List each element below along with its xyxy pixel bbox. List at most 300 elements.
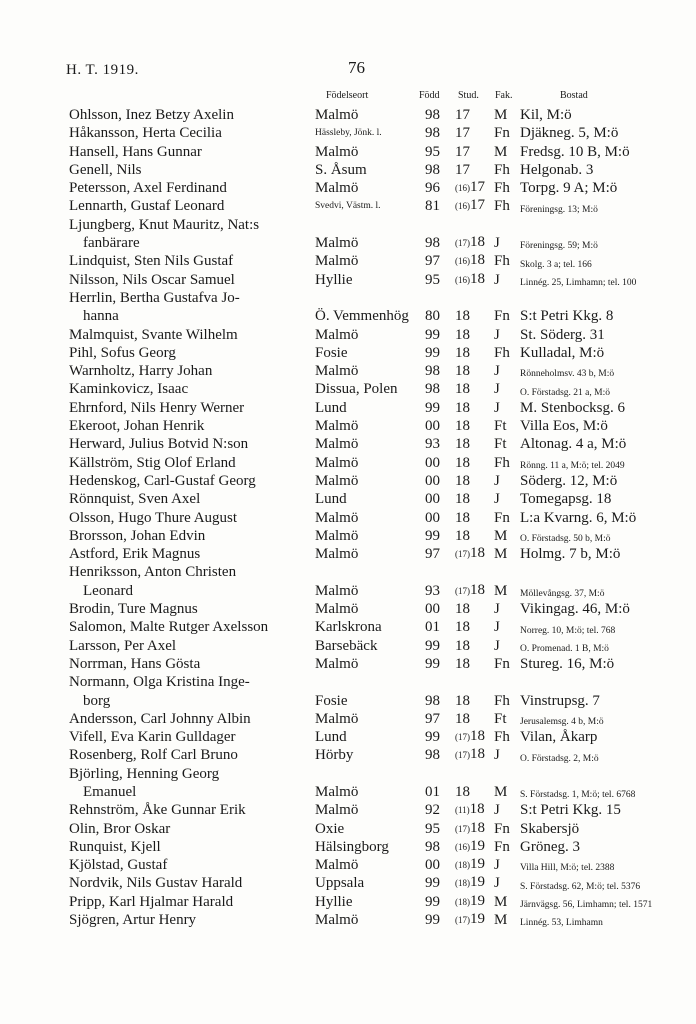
entry-name	[69, 380, 309, 398]
entry-name	[69, 472, 309, 490]
entry-birthplace: Malmö	[315, 582, 359, 599]
entry-birthplace: Ö. Vemmenhög	[315, 308, 409, 325]
entry-faculty: J	[494, 472, 500, 489]
entry-address: S:t Petri Kkg. 15	[520, 802, 621, 819]
entry-faculty: Fh	[494, 161, 510, 178]
entry-study-year	[455, 783, 493, 801]
entry-study-year	[455, 837, 493, 856]
entry-semester: 18	[455, 637, 470, 654]
entry-born-year: 95	[425, 271, 440, 288]
entry-name	[69, 509, 309, 527]
entry-semester: 18	[455, 399, 470, 416]
register-entry	[0, 326, 696, 344]
register-entry	[0, 856, 696, 874]
entry-birthplace: Malmö	[315, 802, 359, 819]
entry-prior-year: (17)	[455, 750, 470, 761]
entry-faculty: J	[494, 326, 500, 343]
entry-birthplace: Dissua, Polen	[315, 381, 398, 398]
entry-faculty: M	[494, 582, 508, 599]
entry-semester: 18	[455, 363, 470, 380]
entry-born-year: 96	[425, 180, 440, 197]
entry-study-year	[455, 618, 493, 636]
entry-study-year	[455, 892, 493, 911]
entry-birthplace: Lund	[315, 729, 347, 746]
entry-prior-year: (16)	[455, 256, 470, 267]
entry-name	[69, 746, 309, 764]
register-entry	[0, 527, 696, 545]
register-entry	[0, 655, 696, 673]
entry-semester: 17	[455, 125, 470, 142]
entry-faculty: Fn	[494, 125, 510, 142]
entry-study-year	[455, 270, 493, 289]
entry-address: Djäkneg. 5, M:ö	[520, 125, 619, 142]
entry-name-line: Källström, Stig Olof Erland	[69, 454, 236, 471]
register-entry	[0, 435, 696, 453]
entry-prior-year: (17)	[455, 585, 470, 596]
entry-born-year: 00	[425, 601, 440, 618]
entry-name-line: Kaminkovicz, Isaac	[69, 381, 189, 398]
entry-name	[69, 179, 309, 197]
entry-born-year: 92	[425, 802, 440, 819]
entry-address: Rönneholmsv. 43 b, M:ö	[520, 369, 615, 380]
entry-born-year: 00	[425, 472, 440, 489]
register-entry	[0, 600, 696, 618]
entry-birthplace: Malmö	[315, 418, 359, 435]
entry-semester: 18	[470, 234, 485, 251]
entry-study-year	[455, 380, 493, 398]
entry-name-line: Ohlsson, Inez Betzy Axelin	[69, 107, 234, 123]
entry-faculty: M	[494, 783, 508, 800]
entry-born-year: 97	[425, 546, 440, 563]
entry-name-line: Andersson, Carl Johnny Albin	[69, 710, 251, 727]
entry-prior-year: (17)	[455, 732, 470, 743]
entry-semester: 18	[455, 472, 470, 489]
entry-semester: 18	[455, 527, 470, 544]
entry-birthplace: Malmö	[315, 710, 359, 727]
entry-faculty: M	[494, 893, 508, 910]
register-entry	[0, 911, 696, 929]
register-entry	[0, 618, 696, 636]
entry-name	[69, 820, 309, 838]
entry-study-year	[455, 399, 493, 417]
entry-semester: 18	[455, 491, 470, 508]
entry-address: Vinstrupsg. 7	[520, 692, 600, 709]
entry-birthplace: Malmö	[315, 655, 359, 672]
entry-name-line: Nordvik, Nils Gustav Harald	[69, 875, 243, 892]
entry-name	[69, 362, 309, 380]
entry-born-year: 98	[425, 381, 440, 398]
entry-faculty: Fn	[494, 509, 510, 526]
entry-name-line: Herrlin, Bertha Gustafva Jo-	[69, 289, 240, 306]
entry-semester: 18	[455, 601, 470, 618]
entry-semester: 17	[455, 143, 470, 160]
entry-address: Stureg. 16, M:ö	[520, 655, 615, 672]
entry-birthplace: Malmö	[315, 509, 359, 526]
column-header-addr: Bostad	[560, 90, 588, 101]
entry-birthplace: Malmö	[315, 180, 359, 197]
entry-birthplace: Malmö	[315, 363, 359, 380]
entry-address: Torpg. 9 A; M:ö	[520, 180, 618, 197]
entry-birthplace: Hälsingborg	[315, 838, 389, 855]
entry-address: Skolg. 3 a; tel. 166	[520, 259, 592, 270]
register-entry	[0, 710, 696, 728]
entry-faculty: J	[494, 802, 500, 819]
register-entry	[0, 454, 696, 472]
entry-birthplace: Svedvi, Västm. l.	[315, 201, 381, 212]
entry-faculty: Fn	[494, 655, 510, 672]
entry-name	[69, 563, 309, 600]
entry-study-year	[455, 161, 493, 179]
entry-faculty: J	[494, 363, 500, 380]
register-entry	[0, 179, 696, 197]
entry-name	[69, 197, 309, 215]
entry-name-line: Olin, Bror Oskar	[69, 820, 171, 837]
entry-address: Villa Eos, M:ö	[520, 418, 608, 435]
entry-name-line: Runquist, Kjell	[69, 838, 161, 855]
entry-prior-year: (18)	[455, 896, 470, 907]
entry-semester: 18	[455, 381, 470, 398]
entry-name	[69, 765, 309, 802]
entry-address: Ö. Förstadsg. 50 b, M:ö	[520, 534, 611, 545]
entry-faculty: Ft	[494, 418, 507, 435]
entry-address: Holmg. 7 b, M:ö	[520, 546, 621, 563]
entry-address: L:a Kvarng. 6, M:ö	[520, 509, 637, 526]
entry-birthplace: S. Åsum	[315, 161, 367, 178]
entry-address: Möllevångsg. 37, M:ö	[520, 589, 605, 600]
entry-birthplace: Malmö	[315, 527, 359, 544]
entry-address: Skabersjö	[520, 820, 580, 837]
register-entry	[0, 161, 696, 179]
entry-faculty: Fh	[494, 198, 510, 215]
entry-name	[69, 289, 309, 326]
entry-study-year	[455, 472, 493, 490]
entry-name-line: Malmquist, Svante Wilhelm	[69, 326, 238, 343]
register-entry	[0, 417, 696, 435]
entry-birthplace: Malmö	[315, 326, 359, 343]
entry-faculty: Fh	[494, 253, 510, 270]
entry-study-year	[455, 143, 493, 161]
entry-prior-year: (18)	[455, 878, 470, 889]
entry-name	[69, 143, 309, 161]
entry-birthplace: Fosie	[315, 344, 348, 361]
entry-address: Föreningsg. 59; M:ö	[520, 241, 598, 252]
register-entry	[0, 838, 696, 856]
entry-study-year	[455, 581, 493, 600]
entry-name	[69, 911, 309, 929]
entry-name	[69, 637, 309, 655]
entry-born-year: 98	[425, 125, 440, 142]
entry-prior-year: (18)	[455, 860, 470, 871]
entry-study-year	[455, 692, 493, 710]
entry-born-year: 97	[425, 710, 440, 727]
entry-study-year	[455, 344, 493, 362]
register-entry	[0, 893, 696, 911]
entry-name	[69, 435, 309, 453]
entry-study-year	[455, 124, 493, 142]
entry-study-year	[455, 196, 493, 215]
column-header-born: Född	[419, 90, 440, 101]
entry-semester: 18	[455, 783, 470, 800]
entry-name-line: Larsson, Per Axel	[69, 637, 177, 654]
entry-born-year: 99	[425, 326, 440, 343]
entry-faculty: Fn	[494, 308, 510, 325]
register-entry	[0, 289, 696, 326]
entry-semester: 17	[455, 107, 470, 123]
entry-name	[69, 417, 309, 435]
entry-semester: 18	[455, 619, 470, 636]
entry-born-year: 00	[425, 418, 440, 435]
entry-name-line: Salomon, Malte Rutger Axelsson	[69, 619, 269, 636]
entry-born-year: 00	[425, 454, 440, 471]
entry-address: Norreg. 10, M:ö; tel. 768	[520, 625, 616, 636]
register-entry	[0, 545, 696, 563]
entry-study-year	[455, 544, 493, 563]
page-number: 76	[348, 58, 365, 77]
entry-born-year: 00	[425, 509, 440, 526]
entry-born-year: 01	[425, 619, 440, 636]
entry-name-continuation: fanbärare	[83, 235, 140, 252]
entry-address: St. Söderg. 31	[520, 326, 605, 343]
entry-prior-year: (11)	[455, 805, 470, 816]
entry-name-line: Brorsson, Johan Edvin	[69, 527, 206, 544]
entry-birthplace: Oxie	[315, 820, 345, 837]
register-entry	[0, 673, 696, 710]
entry-study-year	[455, 417, 493, 435]
entry-name	[69, 838, 309, 856]
register-entry	[0, 380, 696, 398]
entry-born-year: 98	[425, 107, 440, 123]
entry-name	[69, 326, 309, 344]
entry-semester: 18	[455, 509, 470, 526]
entry-study-year	[455, 233, 493, 252]
entry-faculty: Ft	[494, 710, 507, 727]
entry-name	[69, 271, 309, 289]
entry-name-line: Astford, Erik Magnus	[69, 546, 201, 563]
entry-born-year: 97	[425, 253, 440, 270]
register-entry	[0, 399, 696, 417]
entry-name	[69, 600, 309, 618]
entry-name-line: Rönnquist, Sven Axel	[69, 491, 201, 508]
entry-name	[69, 490, 309, 508]
entry-study-year	[455, 710, 493, 728]
entry-semester: 17	[470, 197, 485, 214]
register-entry	[0, 874, 696, 892]
entry-born-year: 80	[425, 308, 440, 325]
register-entry	[0, 820, 696, 838]
entry-birthplace: Hyllie	[315, 271, 353, 288]
entry-name-line: Normann, Olga Kristina Inge-	[69, 674, 250, 691]
entry-name-continuation: borg	[83, 692, 111, 709]
entry-name-line: Norrman, Hans Gösta	[69, 655, 201, 672]
register-entry	[0, 728, 696, 746]
entry-faculty: J	[494, 747, 500, 764]
entry-born-year: 99	[425, 655, 440, 672]
register-entry	[0, 563, 696, 600]
entry-name-line: Henriksson, Anton Christen	[69, 564, 237, 581]
register-entry	[0, 801, 696, 819]
entry-study-year	[455, 527, 493, 545]
entry-study-year	[455, 600, 493, 618]
entry-name-line: Lennarth, Gustaf Leonard	[69, 198, 225, 215]
entry-faculty: M	[494, 546, 508, 563]
entry-address: Gröneg. 3	[520, 838, 580, 855]
entry-birthplace: Malmö	[315, 857, 359, 874]
entry-semester: 18	[470, 545, 485, 562]
running-header-left: H. T. 1919.	[66, 62, 139, 78]
register-entry	[0, 746, 696, 764]
entry-study-year	[455, 106, 493, 124]
entry-semester: 18	[455, 710, 470, 727]
entry-born-year: 99	[425, 527, 440, 544]
entry-semester: 18	[455, 308, 470, 325]
entry-name-line: Olsson, Hugo Thure August	[69, 509, 238, 526]
entry-name	[69, 161, 309, 179]
entry-address: Fredsg. 10 B, M:ö	[520, 143, 630, 160]
entry-name-line: Björling, Henning Georg	[69, 765, 220, 782]
entry-name-line: Hedenskog, Carl-Gustaf Georg	[69, 472, 256, 489]
entry-faculty: J	[494, 637, 500, 654]
entry-faculty: M	[494, 527, 508, 544]
entry-born-year: 95	[425, 820, 440, 837]
entry-birthplace: Malmö	[315, 436, 359, 453]
entry-born-year: 99	[425, 912, 440, 929]
entry-name-line: Pihl, Sofus Georg	[69, 344, 176, 361]
entry-faculty: J	[494, 271, 500, 288]
entry-semester: 18	[470, 746, 485, 763]
entry-prior-year: (17)	[455, 823, 470, 834]
entry-name	[69, 454, 309, 472]
entry-study-year	[455, 800, 493, 819]
register-entry	[0, 472, 696, 490]
entry-semester: 18	[470, 270, 485, 287]
entry-name-line: Warnholtz, Harry Johan	[69, 363, 213, 380]
entry-semester: 19	[470, 911, 485, 928]
entry-semester: 18	[470, 252, 485, 269]
register-entry	[0, 765, 696, 802]
register-entry	[0, 271, 696, 289]
entry-birthplace: Uppsala	[315, 875, 365, 892]
column-header-fac: Fak.	[495, 90, 513, 101]
entry-semester: 18	[470, 581, 485, 598]
entry-study-year	[455, 251, 493, 270]
entry-birthplace: Malmö	[315, 454, 359, 471]
entry-faculty: Fn	[494, 820, 510, 837]
entry-born-year: 00	[425, 857, 440, 874]
entry-prior-year: (16)	[455, 841, 470, 852]
entry-name	[69, 252, 309, 270]
entry-name-line: Rehnström, Åke Gunnar Erik	[69, 802, 246, 819]
entry-address: S:t Petri Kkg. 8	[520, 308, 614, 325]
register-list	[0, 106, 696, 929]
entry-birthplace: Karlskrona	[315, 619, 382, 636]
entry-birthplace: Hörby	[315, 747, 354, 764]
entry-born-year: 98	[425, 692, 440, 709]
entry-prior-year: (17)	[455, 915, 470, 926]
entry-birthplace: Hässleby, Jönk. l.	[315, 128, 382, 139]
entry-born-year: 81	[425, 198, 440, 215]
entry-name-continuation: Emanuel	[83, 783, 137, 800]
entry-name	[69, 399, 309, 417]
entry-name	[69, 874, 309, 892]
entry-born-year: 98	[425, 235, 440, 252]
entry-faculty: J	[494, 619, 500, 636]
entry-name-continuation: Leonard	[83, 582, 133, 599]
entry-name-line: Vifell, Eva Karin Gulldager	[69, 729, 236, 746]
entry-birthplace: Lund	[315, 491, 347, 508]
entry-name-line: Nilsson, Nils Oscar Samuel	[69, 271, 235, 288]
entry-address: S. Förstadsg. 1, M:ö; tel. 6768	[520, 790, 636, 801]
entry-born-year: 98	[425, 838, 440, 855]
entry-faculty: J	[494, 381, 500, 398]
entry-semester: 18	[455, 436, 470, 453]
entry-name-line: Ehrnford, Nils Henry Werner	[69, 399, 245, 416]
entry-born-year: 98	[425, 747, 440, 764]
entry-study-year	[455, 910, 493, 929]
entry-semester: 17	[455, 161, 470, 178]
entry-semester: 19	[470, 874, 485, 891]
entry-faculty: Fh	[494, 344, 510, 361]
entry-name	[69, 801, 309, 819]
entry-birthplace: Hyllie	[315, 893, 353, 910]
entry-address: Ö. Förstadsg. 21 a, M:ö	[520, 387, 610, 398]
entry-address: Ö. Promenad. 1 B, M:ö	[520, 643, 609, 654]
entry-study-year	[455, 178, 493, 197]
entry-faculty: J	[494, 857, 500, 874]
entry-semester: 18	[470, 819, 485, 836]
entry-born-year: 93	[425, 436, 440, 453]
entry-study-year	[455, 435, 493, 453]
entry-address: Vilan, Åkarp	[520, 729, 598, 746]
entry-prior-year: (16)	[455, 201, 470, 212]
entry-study-year	[455, 873, 493, 892]
column-header-stud: Stud.	[458, 90, 479, 101]
entry-faculty: Fn	[494, 838, 510, 855]
entry-faculty: J	[494, 875, 500, 892]
entry-name-line: Brodin, Ture Magnus	[69, 601, 198, 618]
entry-address: Linnég. 53, Limhamn	[520, 918, 603, 929]
entry-birthplace: Malmö	[315, 546, 359, 563]
entry-semester: 18	[470, 728, 485, 745]
entry-birthplace: Lund	[315, 399, 347, 416]
entry-name	[69, 673, 309, 710]
entry-name-continuation: hanna	[83, 308, 119, 325]
entry-birthplace: Malmö	[315, 143, 359, 160]
register-entry	[0, 637, 696, 655]
entry-address: Jerusalemsg. 4 b, M:ö	[520, 717, 604, 728]
entry-name	[69, 527, 309, 545]
entry-name-line: Herward, Julius Botvid N:son	[69, 436, 249, 453]
register-entry	[0, 362, 696, 380]
entry-born-year: 98	[425, 161, 440, 178]
entry-prior-year: (16)	[455, 274, 470, 285]
entry-faculty: J	[494, 601, 500, 618]
entry-semester: 19	[470, 892, 485, 909]
entry-name-line: Rosenberg, Rolf Carl Bruno	[69, 747, 238, 764]
entry-birthplace: Barsebäck	[315, 637, 378, 654]
entry-study-year	[455, 637, 493, 655]
entry-born-year: 95	[425, 143, 440, 160]
entry-faculty: J	[494, 491, 500, 508]
entry-birthplace: Malmö	[315, 472, 359, 489]
entry-study-year	[455, 855, 493, 874]
entry-name-line: Petersson, Axel Ferdinand	[69, 180, 227, 197]
entry-birthplace: Malmö	[315, 601, 359, 618]
column-header-place: Födelseort	[326, 90, 369, 101]
entry-born-year: 99	[425, 637, 440, 654]
entry-faculty: Ft	[494, 436, 507, 453]
entry-study-year	[455, 307, 493, 325]
entry-address: Kulladal, M:ö	[520, 344, 605, 361]
